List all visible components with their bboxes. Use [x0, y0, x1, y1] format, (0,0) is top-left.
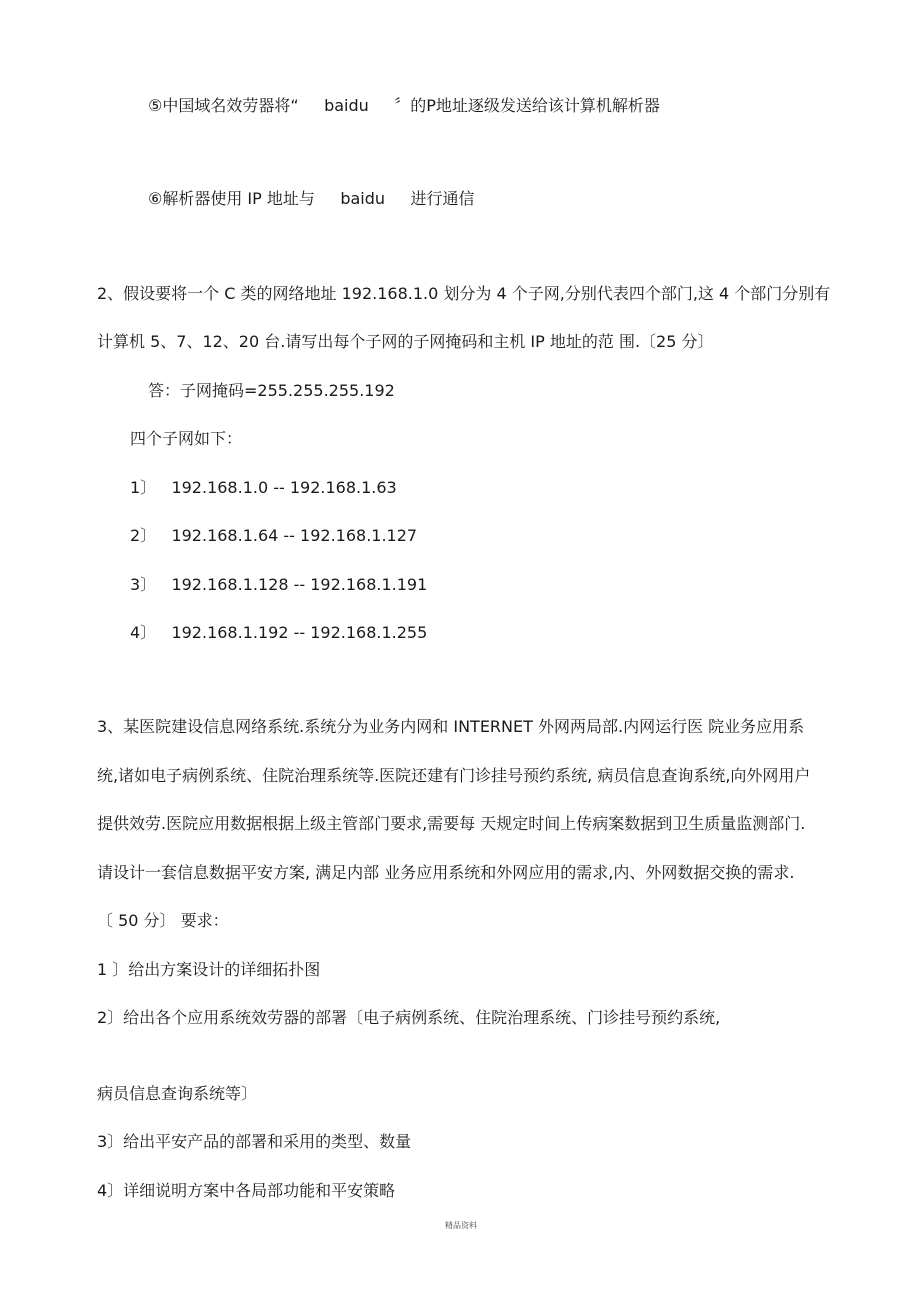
question-3-line-4: 请设计一套信息数据平安方案, 满足内部 业务应用系统和外网应用的需求,内、外网数据交换的需求. [97, 863, 795, 882]
requirement-4: 4〕详细说明方案中各局部功能和平安策略 [97, 1181, 396, 1200]
question-3-line-2: 统,诸如电子病例系统、住院治理系统等.医院还建有门诊挂号预约系统, 病员信息查询系统,向外网用户 [97, 766, 811, 785]
subnet-item-4: 4〕 192.168.1.192 -- 192.168.1.255 [130, 623, 428, 642]
answer-subnet-mask: 答：子网掩码=255.255.255.192 [148, 381, 395, 400]
subnet-list-heading: 四个子网如下： [130, 429, 243, 448]
question-2-line-1: 2、假设要将一个 C 类的网络地址 192.168.1.0 划分为 4 个子网,分别代表四个部门,这 4 个部门分别有 [97, 284, 831, 303]
subnet-item-2: 2〕 192.168.1.64 -- 192.168.1.127 [130, 526, 418, 545]
page-footer: 精品资料 [445, 1221, 477, 1230]
question-3-score-requirements: 〔 50 分〕 要求： [97, 911, 229, 930]
text-line-dns-step-6: ⑥解析器使用 IP 地址与 baidu 进行通信 [148, 189, 475, 208]
question-2-line-2: 计算机 5、7、12、20 台.请写出每个子网的子网掩码和主机 IP 地址的范 围.〔25 分〕 [97, 332, 714, 351]
requirement-2: 2〕给出各个应用系统效劳器的部署〔电子病例系统、住院治理系统、门诊挂号预约系统, [97, 1008, 721, 1027]
subnet-item-3: 3〕 192.168.1.128 -- 192.168.1.191 [130, 575, 428, 594]
requirement-2-continued: 病员信息查询系统等〕 [97, 1084, 258, 1103]
question-3-line-3: 提供效劳.医院应用数据根据上级主管部门要求,需要每 天规定时间上传病案数据到卫生质量监测部门. [97, 814, 806, 833]
text-line-dns-step-5: ⑤中国域名效劳器将“ baidu 〞的P地址逐级发送给该计算机解析器 [148, 96, 660, 115]
subnet-item-1: 1〕 192.168.1.0 -- 192.168.1.63 [130, 478, 397, 497]
requirement-1: 1 〕给出方案设计的详细拓扑图 [97, 960, 321, 979]
question-3-line-1: 3、某医院建设信息网络系统.系统分为业务内网和 INTERNET 外网两局部.内网运行医 院业务应用系 [97, 717, 805, 736]
requirement-3: 3〕给出平安产品的部署和采用的类型、数量 [97, 1132, 412, 1151]
